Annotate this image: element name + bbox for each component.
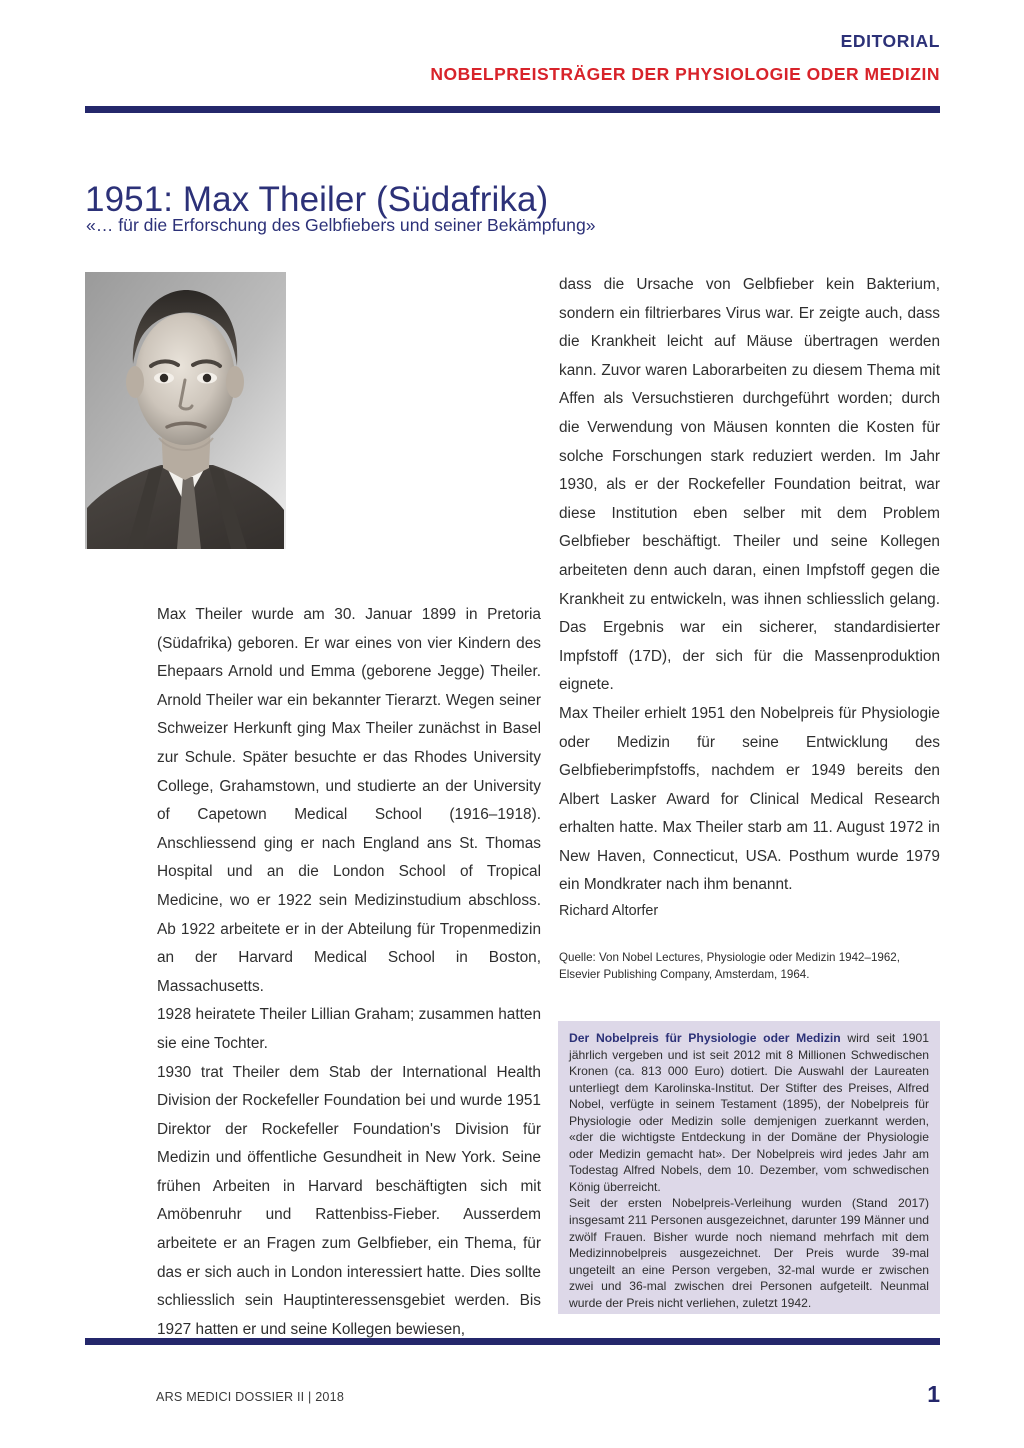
infobox-nobel-prize bbox=[558, 1021, 940, 1314]
source-note: Quelle: Von Nobel Lectures, Physiologie oder Medizin 1942–1962, Elsevier Publishing Company, Amsterdam, 1964. bbox=[559, 951, 900, 981]
body-column-left bbox=[157, 601, 541, 1344]
header-rule bbox=[85, 106, 940, 113]
body-column-right bbox=[559, 271, 940, 900]
infobox-paragraph-1: wird seit 1901 jährlich vergeben und ist seit 2012 mit 8 Millionen Schwedischen Kronen (ca. 813 000 Euro) dotiert. Die Auswahl der Laureaten unterliegt dem Karolinska-Institut. Der Stifter des Preises, Alfred Nobel, verfügte in seinem Testament (1895), der Nobelpreis für Physiologie oder Medizin solle demjenigen zuerkannt werden, «der die wichtigste Entdeckung in der Domäne der Physiologie oder Medizin gemacht hat». Der Nobelpreis wird jedes Jahr am Todestag Alfred Nobels, dem 10. Dezember, vom schwedischen König überreicht. bbox=[569, 1031, 930, 1194]
portrait-image bbox=[85, 272, 286, 549]
footer-publication: ARS MEDICI DOSSIER II | 2018 bbox=[156, 1390, 345, 1404]
header-section-title: NOBELPREISTRÄGER DER PHYSIOLOGIE ODER MEDIZIN bbox=[430, 64, 940, 84]
page-subtitle: «… für die Erforschung des Gelbfiebers und seiner Bekämpfung» bbox=[86, 215, 596, 235]
author-byline: Richard Altorfer bbox=[559, 903, 659, 919]
infobox-body bbox=[569, 1030, 929, 1311]
infobox-paragraph-2: Seit der ersten Nobelpreis-Verleihung wurden (Stand 2017) insgesamt 211 Personen ausgezeichnet, darunter 199 Männer und zwölf Frauen. Bisher wurde noch niemand mehrfach mit dem Medizinnobelpreis ausgezeichnet. Der Preis wurde 39-mal ungeteilt an eine Person vergeben, 32-mal wurde er zwischen zwei und 36-mal zwischen drei Personen aufgeteilt. Neunmal wurde der Preis nicht verliehen, zuletzt 1942. bbox=[569, 1196, 929, 1310]
portrait-photo bbox=[85, 272, 286, 549]
body-text-right: dass die Ursache von Gelbfieber kein Bakterium, sondern ein filtrierbares Virus war. Er zeigte auch, dass die Krankheit leicht auf Mäuse übertragen werden kann. Zuvor waren Laborarbeiten zu diesem Thema mit Affen als Versuchstieren durchgeführt worden; durch die Verwendung von Mäusen konnten die Kosten für solche Forschungen stark reduziert werden. Im Jahr 1930, als er der Rockefeller Foundation beitrat, war diese Institution eben selber mit dem Problem Gelbfieber beschäftigt. Theiler und seine Kollegen arbeiteten denn auch daran, einen Impfstoff gegen die Krankheit zu entwickeln, was ihnen schliesslich gelang. Das Ergebnis war ein sicherer, standardisierter Impfstoff (17D), der sich für die Massenproduktion eignete. bbox=[559, 276, 940, 694]
footer-rule bbox=[85, 1338, 940, 1345]
body-text-left: Max Theiler wurde am 30. Januar 1899 in Pretoria (Südafrika) geboren. Er war eines von vier Kindern des Ehepaars Arnold und Emma (geborene Jegge) Theiler. Arnold Theiler war ein bekannter Tierarzt. Wegen seiner Schweizer Herkunft ging Max Theiler zunächst in Basel zur Schule. Später besuchte er das Rhodes University College, Grahamstown, und studierte an der University of Capetown Medical School (1916–1918). Anschliessend ging er nach England ans St. Thomas Hospital und an die London School of Tropical Medicine, wo er 1922 sein Medizinstudium abschloss. Ab 1922 arbeitete er in der Abteilung für Tropenmedizin an der Harvard Medical School in Boston, Massachusetts. bbox=[157, 606, 541, 995]
footer-page-number: 1 bbox=[927, 1381, 940, 1407]
page-title: 1951: Max Theiler (Südafrika) bbox=[85, 180, 549, 220]
body-text-left: 1930 trat Theiler dem Stab der International Health Division der Rockefeller Foundation bei und wurde 1951 Direktor der Rockefeller Foundation's Division für Medizin und öffentliche Gesundheit in New York. Seine frühen Arbeiten in Harvard beschäftigten sich mit Amöbenruhr und Rattenbiss-Fieber. Ausserdem arbeitete er an Fragen zum Gelbfieber, ein Thema, für das er sich auch in London interessiert hatte. Dies sollte schliesslich sein Hauptinteressensgebiet werden. Bis 1927 hatten er und seine Kollegen bewiesen, bbox=[157, 1063, 541, 1338]
header-kicker: EDITORIAL bbox=[840, 31, 940, 51]
infobox-heading: Der Nobelpreis für Physiologie oder Medizin bbox=[569, 1031, 841, 1045]
body-text-left: 1928 heiratete Theiler Lillian Graham; zusammen hatten sie eine Tochter. bbox=[157, 1006, 541, 1052]
body-text-right: Max Theiler erhielt 1951 den Nobelpreis für Physiologie oder Medizin für seine Entwicklung des Gelbfieberimpfstoffs, nachdem er 1949 bereits den Albert Lasker Award for Clinical Medical Research erhalten hatte. Max Theiler starb am 11. August 1972 in New Haven, Connecticut, USA. Posthum wurde 1979 ein Mondkrater nach ihm benannt. bbox=[559, 704, 940, 894]
